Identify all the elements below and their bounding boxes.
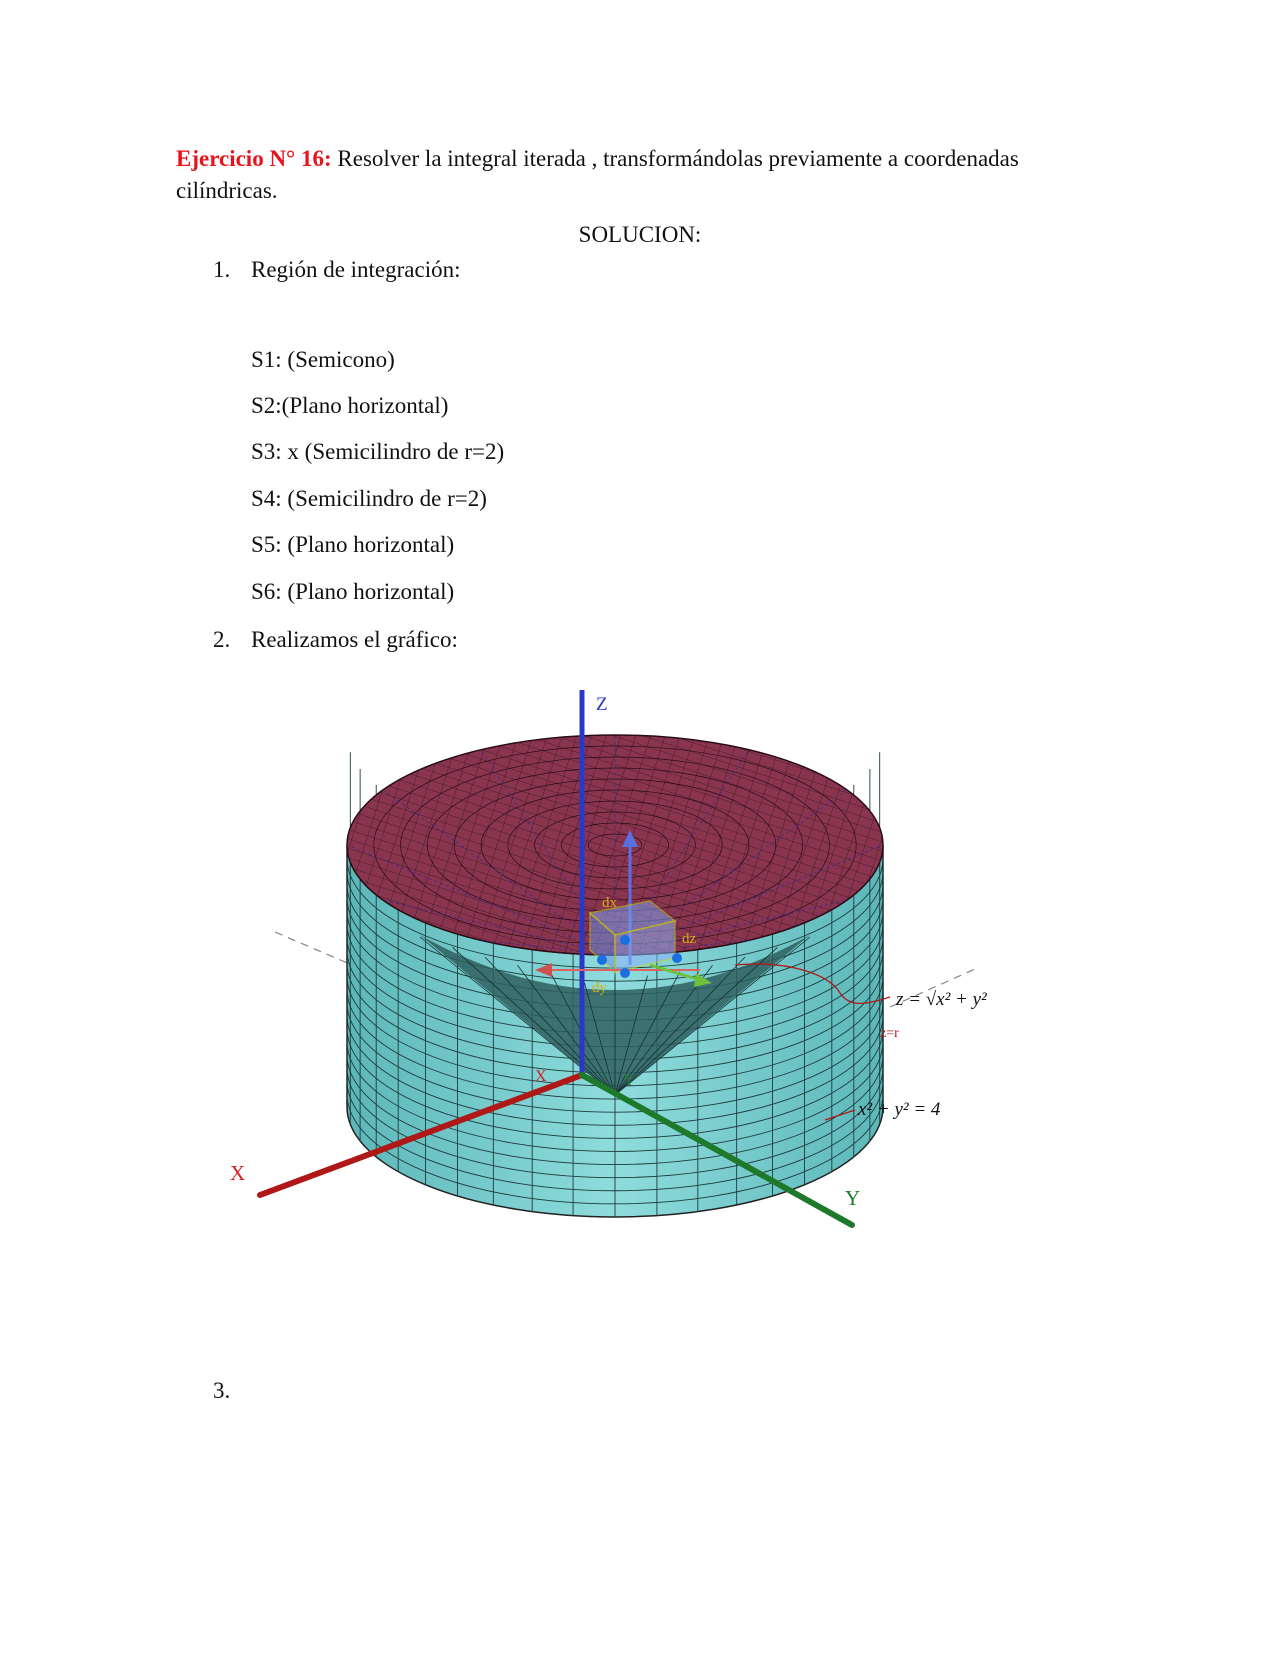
y-axis-label: Y	[845, 1186, 861, 1210]
x-axis-label-small: X	[535, 1068, 547, 1085]
z-axis-label: Z	[596, 694, 608, 715]
cone-equation-cylindrical: z=r	[880, 1026, 899, 1041]
x-axis-label: X	[230, 1161, 246, 1185]
cylinder-equation: x² + y² = 4	[858, 1099, 941, 1120]
exercise-statement: Resolver la integral iterada , transformándolas previamente a coordenadas cilíndricas.	[176, 146, 1019, 203]
region-figure	[230, 694, 1090, 1315]
exercise-label: Ejercicio N° 16:	[176, 146, 332, 171]
surface-s3: S3: x (Semicilindro de r=2)	[251, 439, 505, 464]
cone-equation: z = √x² + y²	[896, 989, 987, 1010]
step-number-2: 2.	[213, 627, 231, 652]
dx-label: dx	[602, 895, 617, 911]
step-number-3: 3.	[213, 1378, 231, 1403]
y-axis-label-small: Y	[623, 1072, 635, 1089]
dz-label: dz	[682, 931, 697, 947]
exercise-heading	[176, 143, 1106, 207]
dy-label: dy	[592, 980, 607, 996]
surface-s6: S6: (Plano horizontal)	[251, 579, 455, 604]
surface-s5: S5: (Plano horizontal)	[251, 532, 455, 557]
surface-s1: S1: (Semicono)	[251, 347, 395, 372]
surface-s4: S4: (Semicilindro de r=2)	[251, 486, 487, 511]
step-text-1: Región de integración:	[251, 257, 461, 282]
region-3d-graphic	[230, 694, 1090, 1315]
solution-title: SOLUCION:	[578, 222, 702, 247]
step-number-1: 1.	[213, 257, 231, 282]
surface-s2: S2:(Plano horizontal)	[251, 393, 449, 418]
step-text-2: Realizamos el gráfico:	[251, 627, 458, 652]
